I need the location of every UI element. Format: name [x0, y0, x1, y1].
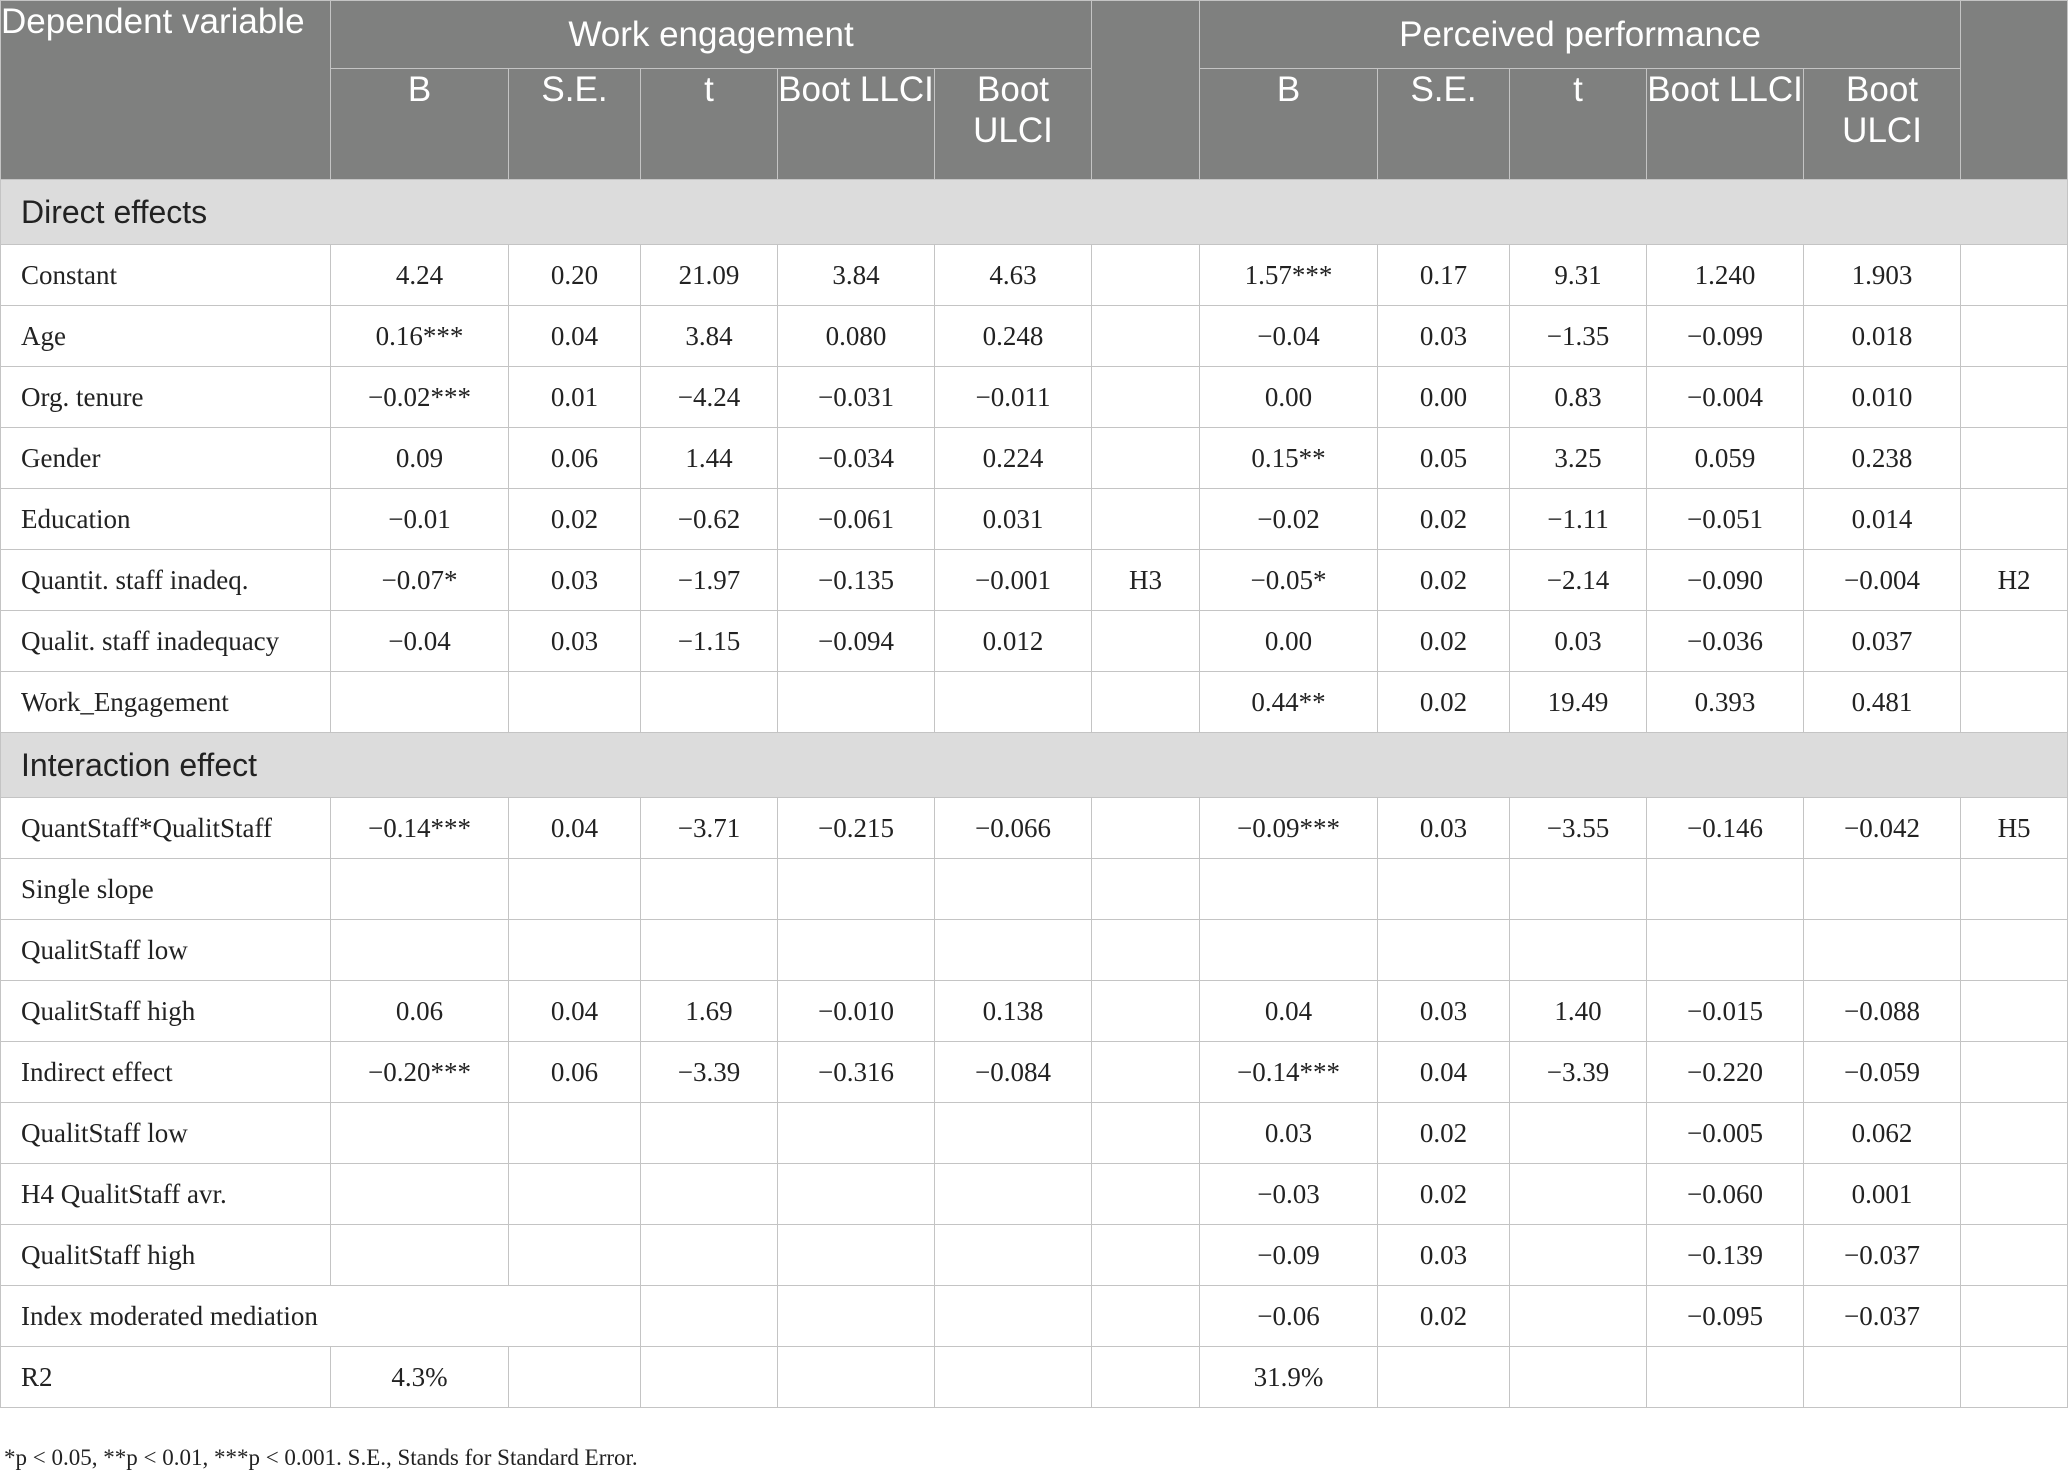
cell-perceived-performance: 0.03	[1378, 306, 1510, 367]
cell-work-engagement: 0.02	[509, 489, 641, 550]
cell-work-engagement	[935, 1103, 1092, 1164]
row-label: QualitStaff low	[1, 920, 331, 981]
cell-perceived-performance: −0.042	[1804, 798, 1961, 859]
table-row	[1, 1164, 2068, 1225]
table-row	[1, 245, 2068, 306]
cell-hypothesis: H2	[1961, 550, 2068, 611]
cell-work-engagement: 0.01	[509, 367, 641, 428]
cell-hypothesis	[1961, 1225, 2068, 1286]
cell-work-engagement	[935, 920, 1092, 981]
cell-perceived-performance: 0.02	[1378, 1286, 1510, 1347]
cell-perceived-performance: 0.02	[1378, 611, 1510, 672]
table-row	[1, 859, 2068, 920]
cell-hypothesis	[1092, 1347, 1200, 1408]
cell-perceived-performance	[1510, 920, 1647, 981]
cell-perceived-performance: −0.099	[1647, 306, 1804, 367]
cell-work-engagement: 1.69	[641, 981, 778, 1042]
table-row	[1, 1225, 2068, 1286]
cell-perceived-performance	[1647, 859, 1804, 920]
cell-work-engagement	[778, 1347, 935, 1408]
row-label: Single slope	[1, 859, 331, 920]
cell-perceived-performance: 0.00	[1378, 367, 1510, 428]
cell-hypothesis	[1961, 1042, 2068, 1103]
cell-perceived-performance: −0.037	[1804, 1225, 1961, 1286]
cell-work-engagement: 0.20	[509, 245, 641, 306]
cell-work-engagement	[778, 1103, 935, 1164]
cell-perceived-performance: 0.059	[1647, 428, 1804, 489]
cell-work-engagement	[778, 859, 935, 920]
cell-perceived-performance: 31.9%	[1200, 1347, 1378, 1408]
cell-perceived-performance	[1804, 920, 1961, 981]
header-col-boot-llci: Boot LLCI	[778, 69, 935, 180]
cell-work-engagement	[935, 1225, 1092, 1286]
cell-work-engagement: 0.04	[509, 981, 641, 1042]
cell-work-engagement: 0.138	[935, 981, 1092, 1042]
cell-work-engagement	[935, 1286, 1092, 1347]
table-row	[1, 428, 2068, 489]
row-label: H4 QualitStaff avr.	[1, 1164, 331, 1225]
cell-work-engagement: −0.031	[778, 367, 935, 428]
cell-perceived-performance: 19.49	[1510, 672, 1647, 733]
header-col-t: t	[641, 69, 778, 180]
cell-perceived-performance: −0.015	[1647, 981, 1804, 1042]
cell-perceived-performance	[1200, 920, 1378, 981]
cell-perceived-performance	[1510, 859, 1647, 920]
cell-perceived-performance: 0.04	[1378, 1042, 1510, 1103]
cell-perceived-performance	[1378, 1347, 1510, 1408]
cell-perceived-performance: −0.09	[1200, 1225, 1378, 1286]
header-hypothesis-spacer-2	[1961, 1, 2068, 180]
cell-work-engagement	[509, 859, 641, 920]
cell-perceived-performance: 0.238	[1804, 428, 1961, 489]
cell-work-engagement: −0.62	[641, 489, 778, 550]
cell-work-engagement	[641, 1225, 778, 1286]
cell-hypothesis	[1961, 1103, 2068, 1164]
table-row	[1, 550, 2068, 611]
cell-work-engagement: 0.09	[331, 428, 509, 489]
cell-perceived-performance: 0.02	[1378, 1103, 1510, 1164]
cell-perceived-performance: −0.05*	[1200, 550, 1378, 611]
header-group-work-engagement: Work engagement	[331, 1, 1092, 69]
cell-hypothesis	[1961, 1164, 2068, 1225]
header-group-perceived-performance: Perceived performance	[1200, 1, 1961, 69]
cell-work-engagement	[641, 920, 778, 981]
cell-work-engagement	[509, 920, 641, 981]
cell-work-engagement: 0.248	[935, 306, 1092, 367]
header-dependent-variable: Dependent variable	[1, 1, 331, 180]
cell-work-engagement: 0.06	[509, 1042, 641, 1103]
table-row	[1, 1042, 2068, 1103]
cell-work-engagement	[778, 1225, 935, 1286]
cell-hypothesis	[1092, 798, 1200, 859]
cell-hypothesis	[1092, 306, 1200, 367]
cell-work-engagement: 0.16***	[331, 306, 509, 367]
cell-hypothesis	[1961, 1286, 2068, 1347]
cell-work-engagement: 0.04	[509, 798, 641, 859]
cell-work-engagement: 0.080	[778, 306, 935, 367]
section-header-row	[1, 733, 2068, 798]
cell-perceived-performance: 0.02	[1378, 672, 1510, 733]
cell-perceived-performance	[1378, 859, 1510, 920]
cell-hypothesis: H3	[1092, 550, 1200, 611]
row-label: R2	[1, 1347, 331, 1408]
cell-perceived-performance: −0.004	[1804, 550, 1961, 611]
cell-perceived-performance: 0.00	[1200, 367, 1378, 428]
row-label: QuantStaff*QualitStaff	[1, 798, 331, 859]
cell-work-engagement: −0.14***	[331, 798, 509, 859]
cell-work-engagement: 0.06	[509, 428, 641, 489]
table-footnote: *p < 0.05, **p < 0.01, ***p < 0.001. S.E., Stands for Standard Error.	[4, 1445, 638, 1470]
cell-perceived-performance	[1510, 1103, 1647, 1164]
cell-hypothesis	[1961, 428, 2068, 489]
cell-work-engagement	[935, 859, 1092, 920]
cell-perceived-performance: 0.018	[1804, 306, 1961, 367]
cell-perceived-performance: 0.03	[1378, 1225, 1510, 1286]
header-col-boot-ulci: Boot ULCI	[935, 69, 1092, 180]
row-label: Org. tenure	[1, 367, 331, 428]
table-row	[1, 367, 2068, 428]
table-row	[1, 1286, 2068, 1347]
cell-perceived-performance: −0.059	[1804, 1042, 1961, 1103]
cell-perceived-performance: 3.25	[1510, 428, 1647, 489]
cell-perceived-performance: 1.40	[1510, 981, 1647, 1042]
table-row	[1, 981, 2068, 1042]
cell-perceived-performance: −0.060	[1647, 1164, 1804, 1225]
cell-work-engagement	[778, 1286, 935, 1347]
cell-perceived-performance: 0.05	[1378, 428, 1510, 489]
cell-work-engagement	[641, 1347, 778, 1408]
cell-hypothesis	[1092, 1225, 1200, 1286]
cell-perceived-performance: 0.15**	[1200, 428, 1378, 489]
cell-work-engagement	[331, 1164, 509, 1225]
cell-work-engagement: 21.09	[641, 245, 778, 306]
cell-perceived-performance: 1.57***	[1200, 245, 1378, 306]
cell-perceived-performance	[1804, 859, 1961, 920]
cell-hypothesis	[1961, 367, 2068, 428]
cell-work-engagement	[331, 920, 509, 981]
cell-work-engagement: −0.061	[778, 489, 935, 550]
cell-work-engagement: −0.066	[935, 798, 1092, 859]
cell-work-engagement: −0.094	[778, 611, 935, 672]
cell-work-engagement	[509, 1164, 641, 1225]
cell-perceived-performance: 0.03	[1510, 611, 1647, 672]
cell-hypothesis: H5	[1961, 798, 2068, 859]
cell-perceived-performance: 0.02	[1378, 489, 1510, 550]
cell-hypothesis	[1092, 672, 1200, 733]
section-title: Interaction effect	[1, 733, 2068, 798]
cell-work-engagement: −0.135	[778, 550, 935, 611]
cell-perceived-performance: −0.004	[1647, 367, 1804, 428]
cell-work-engagement	[778, 1164, 935, 1225]
cell-work-engagement	[331, 859, 509, 920]
cell-hypothesis	[1961, 859, 2068, 920]
cell-hypothesis	[1961, 1347, 2068, 1408]
cell-perceived-performance: 0.393	[1647, 672, 1804, 733]
header-col-boot-ulci: Boot ULCI	[1804, 69, 1961, 180]
cell-work-engagement	[935, 1164, 1092, 1225]
header-col-se: S.E.	[1378, 69, 1510, 180]
cell-work-engagement: −0.034	[778, 428, 935, 489]
row-label: Education	[1, 489, 331, 550]
header-col-t: t	[1510, 69, 1647, 180]
row-label: QualitStaff high	[1, 981, 331, 1042]
cell-work-engagement	[509, 1347, 641, 1408]
cell-perceived-performance	[1804, 1347, 1961, 1408]
row-label: Qualit. staff inadequacy	[1, 611, 331, 672]
table-row	[1, 1347, 2068, 1408]
cell-work-engagement	[935, 1347, 1092, 1408]
cell-hypothesis	[1092, 1164, 1200, 1225]
cell-perceived-performance: −0.146	[1647, 798, 1804, 859]
row-label: QualitStaff low	[1, 1103, 331, 1164]
cell-perceived-performance: −0.095	[1647, 1286, 1804, 1347]
cell-work-engagement: −0.20***	[331, 1042, 509, 1103]
cell-work-engagement: 3.84	[641, 306, 778, 367]
cell-perceived-performance: −3.39	[1510, 1042, 1647, 1103]
cell-work-engagement: 4.24	[331, 245, 509, 306]
cell-hypothesis	[1092, 245, 1200, 306]
cell-work-engagement: 4.63	[935, 245, 1092, 306]
cell-perceived-performance	[1510, 1164, 1647, 1225]
row-label: Index moderated mediation	[1, 1286, 641, 1347]
cell-work-engagement: 3.84	[778, 245, 935, 306]
cell-hypothesis	[1961, 920, 2068, 981]
header-col-boot-llci: Boot LLCI	[1647, 69, 1804, 180]
cell-perceived-performance: −0.14***	[1200, 1042, 1378, 1103]
section-title: Direct effects	[1, 180, 2068, 245]
cell-perceived-performance	[1510, 1286, 1647, 1347]
cell-perceived-performance	[1647, 920, 1804, 981]
table-row	[1, 611, 2068, 672]
row-label: Gender	[1, 428, 331, 489]
cell-work-engagement: 0.03	[509, 550, 641, 611]
cell-hypothesis	[1092, 981, 1200, 1042]
cell-hypothesis	[1092, 1042, 1200, 1103]
cell-perceived-performance: 0.481	[1804, 672, 1961, 733]
cell-perceived-performance: 0.00	[1200, 611, 1378, 672]
cell-work-engagement: 0.012	[935, 611, 1092, 672]
cell-work-engagement	[778, 672, 935, 733]
cell-perceived-performance: −2.14	[1510, 550, 1647, 611]
table-row	[1, 1103, 2068, 1164]
table-row	[1, 920, 2068, 981]
cell-perceived-performance: 1.240	[1647, 245, 1804, 306]
header-hypothesis-spacer-1	[1092, 1, 1200, 180]
cell-hypothesis	[1092, 859, 1200, 920]
cell-hypothesis	[1961, 489, 2068, 550]
cell-perceived-performance: 0.17	[1378, 245, 1510, 306]
cell-hypothesis	[1961, 611, 2068, 672]
cell-perceived-performance: 0.02	[1378, 1164, 1510, 1225]
cell-perceived-performance: −0.036	[1647, 611, 1804, 672]
cell-perceived-performance: 0.03	[1200, 1103, 1378, 1164]
cell-work-engagement	[641, 672, 778, 733]
table-body	[1, 180, 2068, 1408]
cell-work-engagement: 0.03	[509, 611, 641, 672]
cell-perceived-performance: 0.037	[1804, 611, 1961, 672]
cell-work-engagement	[778, 920, 935, 981]
cell-perceived-performance: 0.014	[1804, 489, 1961, 550]
cell-work-engagement: −3.71	[641, 798, 778, 859]
cell-hypothesis	[1092, 611, 1200, 672]
cell-work-engagement	[641, 1286, 778, 1347]
table-row	[1, 489, 2068, 550]
cell-perceived-performance: −0.03	[1200, 1164, 1378, 1225]
cell-work-engagement: −0.04	[331, 611, 509, 672]
cell-perceived-performance	[1378, 920, 1510, 981]
cell-work-engagement	[641, 1164, 778, 1225]
cell-perceived-performance: 0.03	[1378, 798, 1510, 859]
cell-work-engagement: −0.010	[778, 981, 935, 1042]
cell-work-engagement	[509, 672, 641, 733]
cell-hypothesis	[1092, 367, 1200, 428]
cell-perceived-performance: −0.037	[1804, 1286, 1961, 1347]
cell-work-engagement	[641, 1103, 778, 1164]
cell-work-engagement: −1.97	[641, 550, 778, 611]
cell-work-engagement	[935, 672, 1092, 733]
cell-work-engagement: −0.01	[331, 489, 509, 550]
cell-perceived-performance: 0.001	[1804, 1164, 1961, 1225]
cell-hypothesis	[1961, 981, 2068, 1042]
cell-perceived-performance: −3.55	[1510, 798, 1647, 859]
cell-hypothesis	[1961, 306, 2068, 367]
cell-perceived-performance: 0.44**	[1200, 672, 1378, 733]
cell-hypothesis	[1961, 672, 2068, 733]
cell-perceived-performance: −0.220	[1647, 1042, 1804, 1103]
cell-hypothesis	[1092, 428, 1200, 489]
row-label: QualitStaff high	[1, 1225, 331, 1286]
cell-perceived-performance: −0.09***	[1200, 798, 1378, 859]
cell-perceived-performance	[1510, 1225, 1647, 1286]
cell-perceived-performance: 0.010	[1804, 367, 1961, 428]
row-label: Quantit. staff inadeq.	[1, 550, 331, 611]
cell-perceived-performance: −0.04	[1200, 306, 1378, 367]
row-label: Indirect effect	[1, 1042, 331, 1103]
cell-perceived-performance: 0.83	[1510, 367, 1647, 428]
row-label: Age	[1, 306, 331, 367]
cell-work-engagement: −4.24	[641, 367, 778, 428]
cell-work-engagement: −0.07*	[331, 550, 509, 611]
cell-work-engagement: −0.011	[935, 367, 1092, 428]
cell-work-engagement	[641, 859, 778, 920]
cell-work-engagement: 0.06	[331, 981, 509, 1042]
cell-hypothesis	[1092, 489, 1200, 550]
cell-perceived-performance: −0.139	[1647, 1225, 1804, 1286]
cell-perceived-performance: −0.005	[1647, 1103, 1804, 1164]
cell-work-engagement: −0.001	[935, 550, 1092, 611]
cell-work-engagement: 0.224	[935, 428, 1092, 489]
cell-perceived-performance: −1.35	[1510, 306, 1647, 367]
cell-hypothesis	[1092, 1103, 1200, 1164]
row-label: Constant	[1, 245, 331, 306]
table-header	[1, 1, 2068, 180]
cell-perceived-performance: −0.02	[1200, 489, 1378, 550]
cell-work-engagement: −0.215	[778, 798, 935, 859]
row-label: Work_Engagement	[1, 672, 331, 733]
cell-work-engagement: −0.084	[935, 1042, 1092, 1103]
cell-work-engagement	[331, 1103, 509, 1164]
header-col-b: B	[1200, 69, 1378, 180]
cell-work-engagement: −1.15	[641, 611, 778, 672]
cell-perceived-performance: −0.06	[1200, 1286, 1378, 1347]
table-row	[1, 798, 2068, 859]
cell-work-engagement: 4.3%	[331, 1347, 509, 1408]
cell-work-engagement: 0.04	[509, 306, 641, 367]
cell-hypothesis	[1092, 1286, 1200, 1347]
table-row	[1, 672, 2068, 733]
table-row	[1, 306, 2068, 367]
cell-work-engagement: 1.44	[641, 428, 778, 489]
cell-hypothesis	[1961, 245, 2068, 306]
cell-perceived-performance: −0.090	[1647, 550, 1804, 611]
header-col-b: B	[331, 69, 509, 180]
section-header-row	[1, 180, 2068, 245]
cell-perceived-performance	[1510, 1347, 1647, 1408]
cell-work-engagement	[331, 672, 509, 733]
cell-work-engagement	[509, 1225, 641, 1286]
cell-perceived-performance	[1200, 859, 1378, 920]
cell-work-engagement: 0.031	[935, 489, 1092, 550]
cell-perceived-performance: −0.088	[1804, 981, 1961, 1042]
cell-perceived-performance: 0.062	[1804, 1103, 1961, 1164]
cell-perceived-performance: 9.31	[1510, 245, 1647, 306]
cell-perceived-performance: 0.04	[1200, 981, 1378, 1042]
cell-perceived-performance: −0.051	[1647, 489, 1804, 550]
cell-perceived-performance: 0.02	[1378, 550, 1510, 611]
cell-work-engagement: −0.02***	[331, 367, 509, 428]
cell-perceived-performance: 1.903	[1804, 245, 1961, 306]
header-col-se: S.E.	[509, 69, 641, 180]
cell-work-engagement: −0.316	[778, 1042, 935, 1103]
cell-work-engagement	[509, 1103, 641, 1164]
cell-hypothesis	[1092, 920, 1200, 981]
cell-perceived-performance: 0.03	[1378, 981, 1510, 1042]
cell-work-engagement: −3.39	[641, 1042, 778, 1103]
cell-perceived-performance	[1647, 1347, 1804, 1408]
cell-perceived-performance: −1.11	[1510, 489, 1647, 550]
cell-work-engagement	[331, 1225, 509, 1286]
